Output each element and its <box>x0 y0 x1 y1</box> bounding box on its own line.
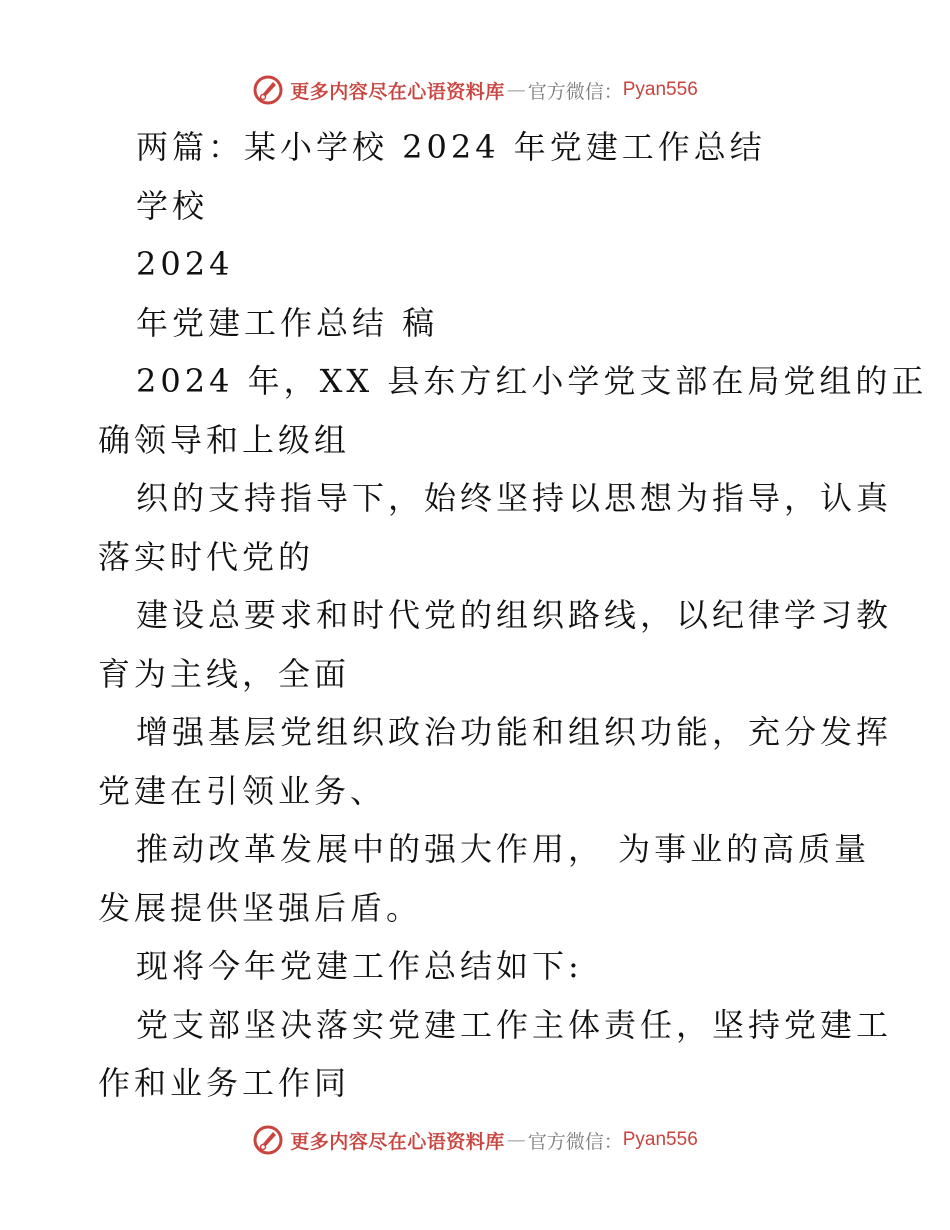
text-line: 落实时代党的 <box>98 537 315 576</box>
watermark-main-text: 更多内容尽在心语资料库 <box>290 80 505 103</box>
text-line: 发展提供坚强后盾。 <box>98 888 423 927</box>
brush-logo-icon <box>252 74 284 106</box>
brush-logo-icon <box>252 1124 284 1156</box>
text-line: 2024 年，XX 县东方红小学党支部在局党组的正 <box>136 362 928 400</box>
watermark-wechat-id: Pyan556 <box>622 1129 698 1150</box>
header-watermark <box>0 70 950 110</box>
watermark-dash: — <box>506 79 526 101</box>
watermark-wechat-id: Pyan556 <box>622 79 698 100</box>
text-line: 2024 <box>136 245 234 283</box>
text-line: 年党建工作总结 稿 <box>136 303 439 342</box>
text-line: 党支部坚决落实党建工作主体责任，坚持党建工 <box>136 1005 893 1044</box>
text-line: 推动改革发展中的强大作用， 为事业的高质量 <box>136 830 871 868</box>
text-line: 织的支持指导下，始终坚持以思想为指导，认真 <box>136 479 893 517</box>
text-line: 学校 <box>136 186 209 225</box>
text-line: 现将今年党建工作总结如下: <box>136 947 583 985</box>
document-body <box>98 118 928 1113</box>
watermark-sub-text: 官方微信： <box>527 80 623 103</box>
footer-watermark <box>0 1120 950 1160</box>
text-line: 党建在引领业务、 <box>98 771 387 810</box>
text-line: 建设总要求和时代党的组织路线，以纪律学习教 <box>136 596 893 634</box>
text-line: 作和业务工作同 <box>98 1064 351 1102</box>
document-title: 两篇：某小学校 2024 年党建工作总结 <box>136 128 766 166</box>
watermark-main-text: 更多内容尽在心语资料库 <box>290 1130 505 1153</box>
text-line: 育为主线，全面 <box>98 654 351 693</box>
watermark-dash: — <box>506 1129 526 1151</box>
text-line: 确领导和上级组 <box>98 420 351 459</box>
text-line: 增强基层党组织政治功能和组织功能，充分发挥 <box>136 713 893 751</box>
watermark-sub-text: 官方微信： <box>527 1130 623 1153</box>
